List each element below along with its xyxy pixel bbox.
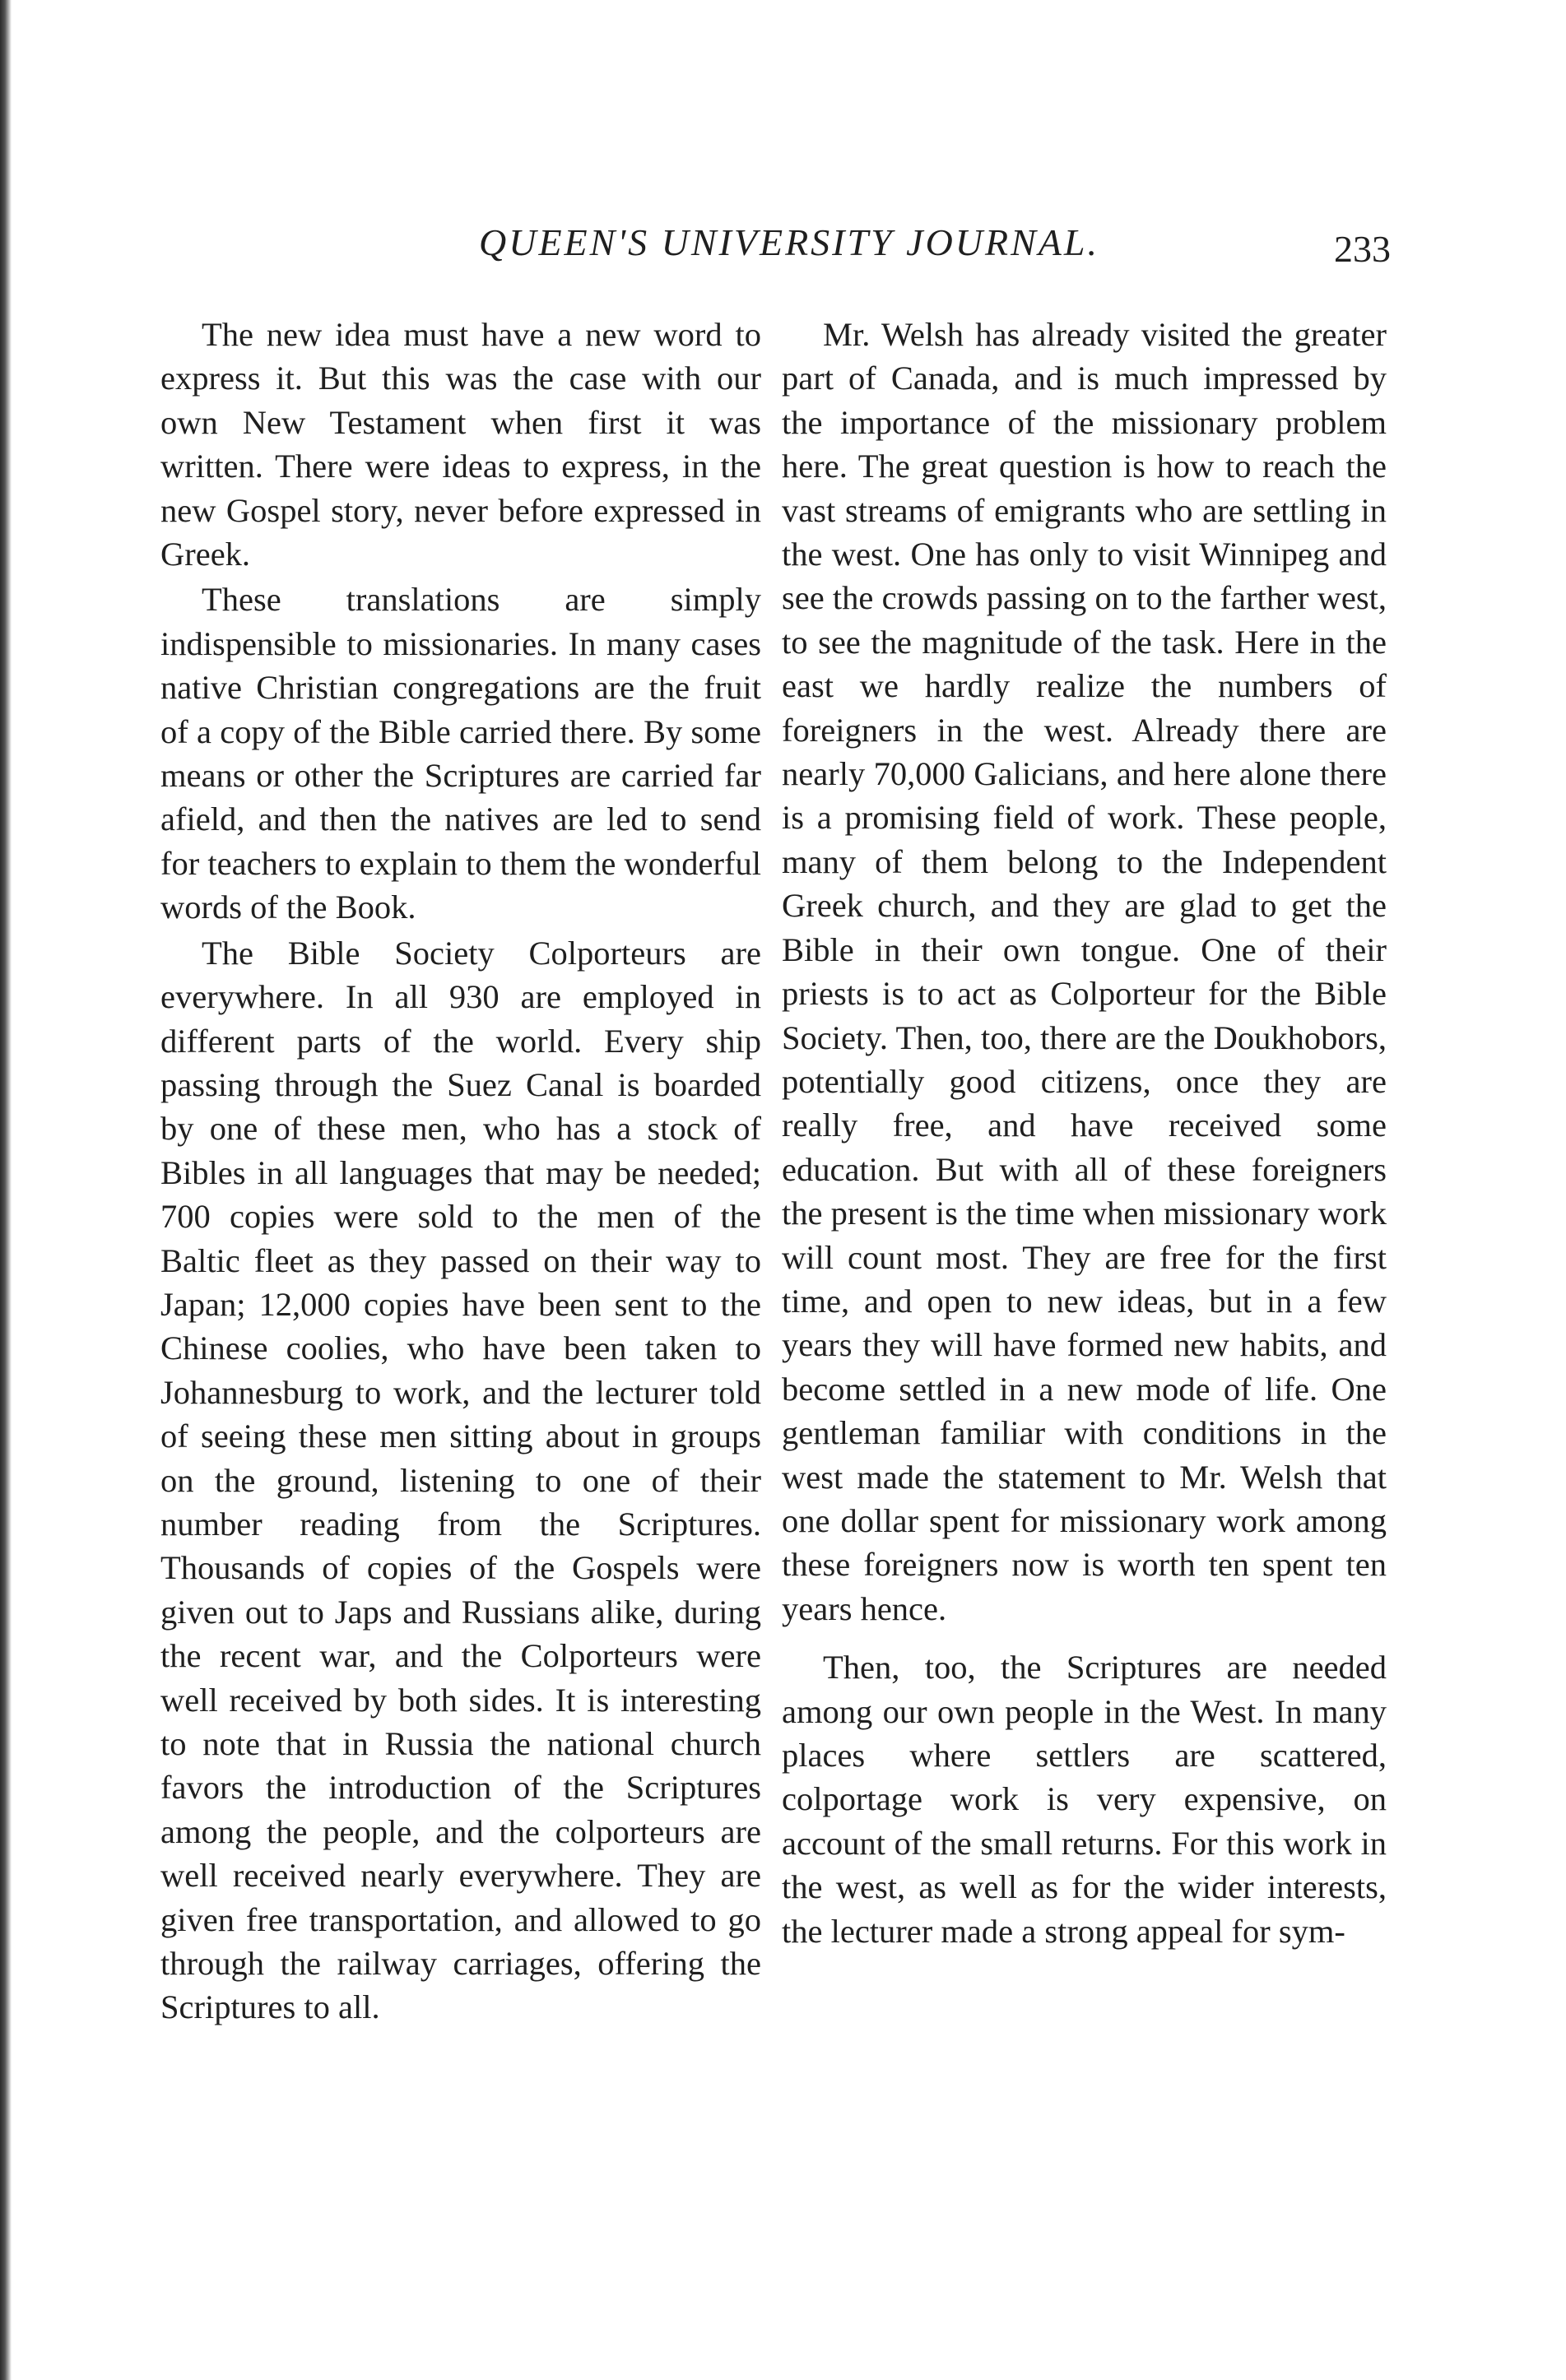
page-number: 233 bbox=[1334, 228, 1391, 270]
paragraph: These translations are simply indispensible to missionaries. In many cases native Christian congregations are the fruit of a copy of the Bible carried there. By some means or other the Scriptures are carried far afield, and then the natives are led to send for teachers to explain to them the wonderful words of the Book. bbox=[160, 581, 761, 926]
running-title: QUEEN'S UNIVERSITY JOURNAL. bbox=[479, 221, 1099, 263]
paragraph: The new idea must have a new word to express it. But this was the case with our own New Testament when first it was written. There were ideas to express, in the new Gospel story, never before expressed in Greek. bbox=[160, 316, 761, 573]
right-column bbox=[782, 313, 1387, 1953]
paragraph: The Bible Society Colporteurs are everywhere. In all 930 are employed in different parts of the world. Every ship passing through the Suez Canal is boarded by one of these men, who has a stock of Bibles in all languages that may be needed; 700 copies were sold to the men of the Baltic fleet as they passed on their way to Japan; 12,000 copies have been sent to the Chinese coolies, who have been taken to Johannesburg to work, and the lecturer told of seeing these men sitting about in groups on the ground, listening to one of their number reading from the Scriptures. Thousands of copies of the Gospels were given out to Japs and Russians alike, during the recent war, and the Colporteurs were well received by both sides. It is interesting to note that in Russia the national church favors the introduction of the Scriptures among the people, and the colporteurs are well received nearly everywhere. They are given free transportation, and allowed to go through the railway carriages, offering the Scriptures to all. bbox=[160, 934, 761, 2026]
paragraph: Mr. Welsh has already visited the greater part of Canada, and is much impressed by the importance of the missionary problem here. The great question is how to reach the vast streams of emigrants who are settling in the west. One has only to visit Winnipeg and see the crowds passing on to the farther west, to see the magnitude of the task. Here in the east we hardly realize the numbers of foreigners in the west. Already there are nearly 70,000 Galicians, and here alone there is a promising field of work. These people, many of them belong to the Independent Greek church, and they are glad to get the Bible in their own tongue. One of their priests is to act as Colporteur for the Bible Society. Then, too, there are the Doukhobors, potentially good citizens, once they are really free, and have received some education. But with all of these foreigners the present is the time when missionary work will count most. They are free for the first time, and open to new ideas, but in a few years they will have formed new habits, and become settled in a new mode of life. One gentleman familiar with conditions in the west made the statement to Mr. Welsh that one dollar spent for missionary work among these foreigners now is worth ten spent ten years hence. bbox=[782, 316, 1387, 1627]
page-header bbox=[165, 220, 1391, 286]
page-spine bbox=[0, 0, 12, 2380]
left-column bbox=[160, 313, 761, 2030]
paragraph: Then, too, the Scriptures are needed among our own people in the West. In many places where settlers are scattered, colportage work is very expensive, on account of the small returns. For this work in the west, as well as for the wider interests, the lecturer made a strong appeal for sym- bbox=[782, 1649, 1387, 1950]
